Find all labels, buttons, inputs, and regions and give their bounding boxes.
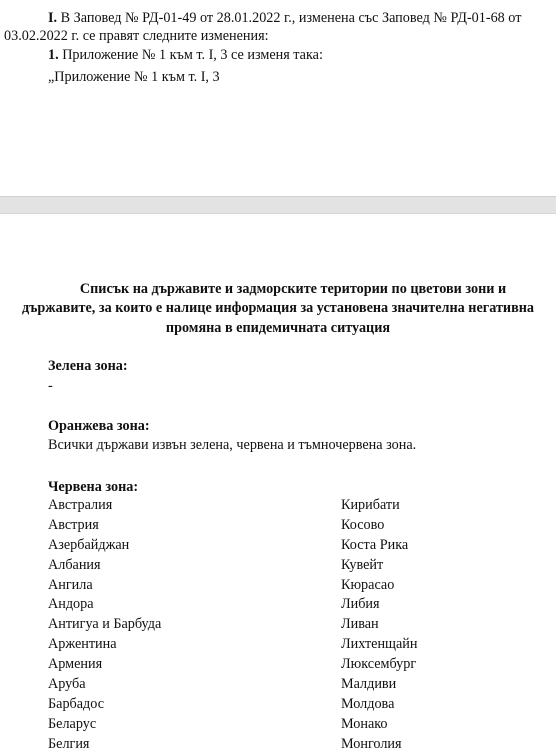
list-item: Армения <box>48 656 103 673</box>
item-text: Приложение № 1 към т. I, 3 се изменя така: <box>62 47 323 63</box>
list-item: Кувейт <box>341 556 384 573</box>
list-item: Беларус <box>48 715 97 732</box>
list-item: Ливан <box>341 616 379 633</box>
list-item: Малдиви <box>341 676 397 693</box>
list-item: Монголия <box>341 735 402 752</box>
list-item: Андора <box>48 596 94 613</box>
page-separator <box>0 196 556 214</box>
list-item: Монако <box>341 715 388 732</box>
list-item: Лихтенщайн <box>341 636 418 653</box>
item-1-line <box>48 47 323 64</box>
list-item: Кирибати <box>341 497 400 513</box>
list-item: Аржентина <box>48 636 117 653</box>
green-zone-heading: Зелена зона: <box>48 358 128 374</box>
orange-zone-value: Всички държави извън зелена, червена и тъмночервена зона. <box>48 437 417 453</box>
list-item: Аруба <box>48 676 86 693</box>
list-item: Кюрасао <box>341 576 395 593</box>
list-item: Либия <box>341 596 380 613</box>
list-item: Белгия <box>48 735 90 752</box>
list-title-line-1: Списък на държавите и задморските територии по цветови зони и <box>79 281 507 297</box>
red-zone-column-2 <box>341 496 417 755</box>
paragraph-number: I. <box>48 10 58 26</box>
list-item: Австрия <box>48 516 99 533</box>
list-item: Албания <box>48 556 101 573</box>
red-zone-column-1 <box>48 496 161 755</box>
item-number: 1. <box>48 47 59 63</box>
paragraph-1-line-2: 03.02.2022 г. се правят следните изменения: <box>4 28 269 44</box>
list-item: Коста Рика <box>341 536 409 553</box>
red-zone-heading: Червена зона: <box>48 479 139 495</box>
list-item: Антигуа и Барбуда <box>48 616 162 633</box>
green-zone-value: - <box>48 378 53 394</box>
list-item: Молдова <box>341 695 395 712</box>
orange-zone-heading: Оранжева зона: <box>48 418 150 434</box>
quote-line: „Приложение № 1 към т. I, 3 <box>48 69 220 85</box>
list-item: Косово <box>341 516 385 533</box>
list-item: Ангила <box>48 576 93 593</box>
paragraph-1-line-1 <box>48 10 521 27</box>
list-item: Люксембург <box>341 656 417 673</box>
list-item: Австралия <box>48 497 113 513</box>
list-item: Барбадос <box>48 695 105 712</box>
list-title-line-2: държавите, за които е налице информация за установена значителна негативна <box>21 300 535 316</box>
list-title-line-3: промяна в епидемичната ситуация <box>165 320 391 336</box>
paragraph-text: В Заповед № РД-01-49 от 28.01.2022 г., изменена със Заповед № РД-01-68 от <box>60 10 522 26</box>
list-item: Азербайджан <box>48 536 130 553</box>
